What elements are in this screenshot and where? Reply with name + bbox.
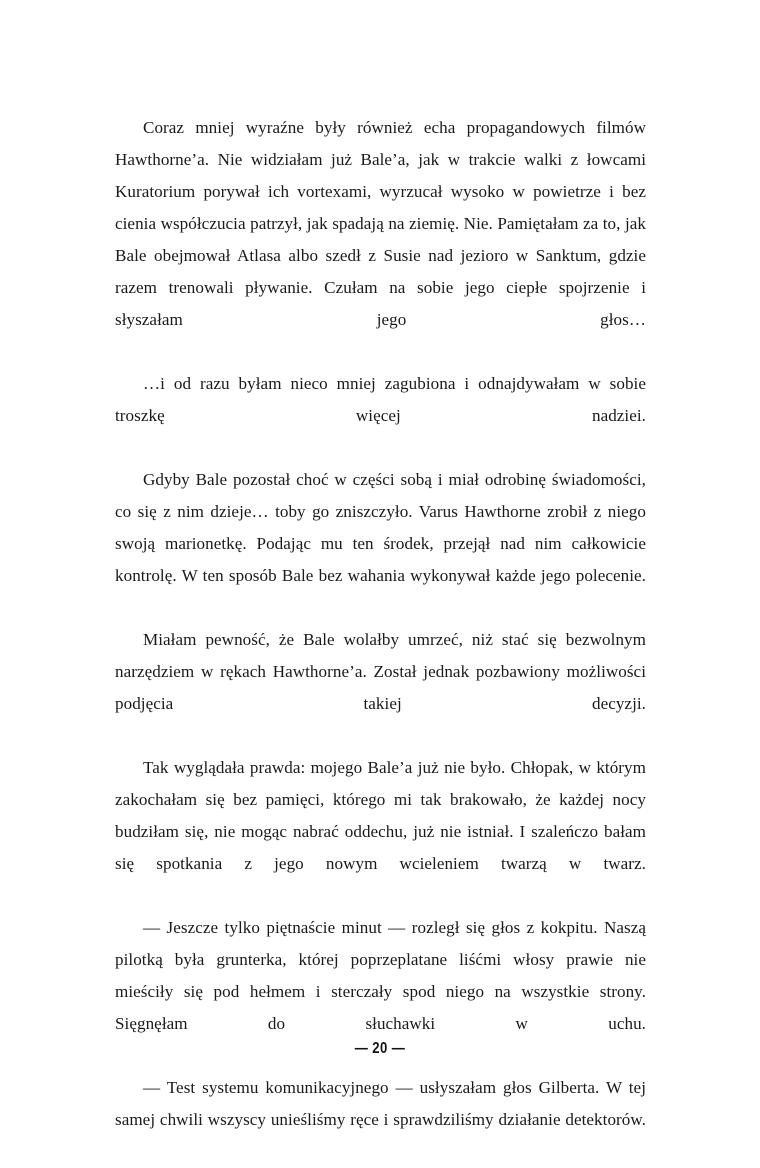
paragraph: …i od razu byłam nieco mniej zagubiona i odnajdywałam w sobie troszkę więcej nadziei. bbox=[115, 374, 646, 425]
page-number: — 20 — bbox=[354, 1040, 406, 1057]
paragraph: Miałam pewność, że Bale wolałby umrzeć, niż stać się bezwolnym narzędziem w rękach Hawthorne’a. Został jednak pozbawiony możliwości podjęcia takiej decyzji. bbox=[115, 630, 646, 713]
page-text-body bbox=[115, 112, 646, 1168]
paragraph-dialogue: — Test systemu komunikacyjnego — usłyszałam głos Gilberta. W tej samej chwili wszyscy unieśliśmy ręce i sprawdziliśmy działanie detektorów. bbox=[115, 1078, 646, 1129]
paragraph: Coraz mniej wyraźne były również echa propagandowych filmów Hawthorne’a. Nie widziałam już Bale’a, jak w trakcie walki z łowcami Kuratorium porywał ich vortexami, wyrzucał wysoko w powietrze i bez cienia współczucia patrzył, jak spadają na ziemię. Nie. Pamiętałam za to, jak Bale obejmował Atlasa albo szedł z Susie nad jezioro w Sanktum, gdzie razem trenowali pływanie. Czułam na sobie jego ciepłe spojrzenie i słyszałam jego głos… bbox=[115, 118, 646, 329]
paragraph-dialogue: — Jeszcze tylko piętnaście minut — rozległ się głos z kokpitu. Naszą pilotką była grunterka, której poprzeplatane liśćmi włosy prawie nie mieściły się pod hełmem i sterczały spod niego na wszystkie strony. Sięgnęłam do słuchawki w uchu. bbox=[115, 918, 646, 1033]
paragraph: Gdyby Bale pozostał choć w części sobą i miał odrobinę świadomości, co się z nim dzieje… toby go zniszczyło. Varus Hawthorne zrobił z niego swoją marionetkę. Podając mu ten środek, przejął nad nim całkowicie kontrolę. W ten sposób Bale bez wahania wykonywał każde jego polecenie. bbox=[115, 470, 646, 585]
paragraph: Tak wyglądała prawda: mojego Bale’a już nie było. Chłopak, w którym zakochałam się bez pamięci, którego mi tak brakowało, że każdej nocy budziłam się, nie mogąc nabrać oddechu, już nie istniał. I szaleńczo bałam się spotkania z jego nowym wcieleniem twarzą w twarz. bbox=[115, 758, 646, 873]
